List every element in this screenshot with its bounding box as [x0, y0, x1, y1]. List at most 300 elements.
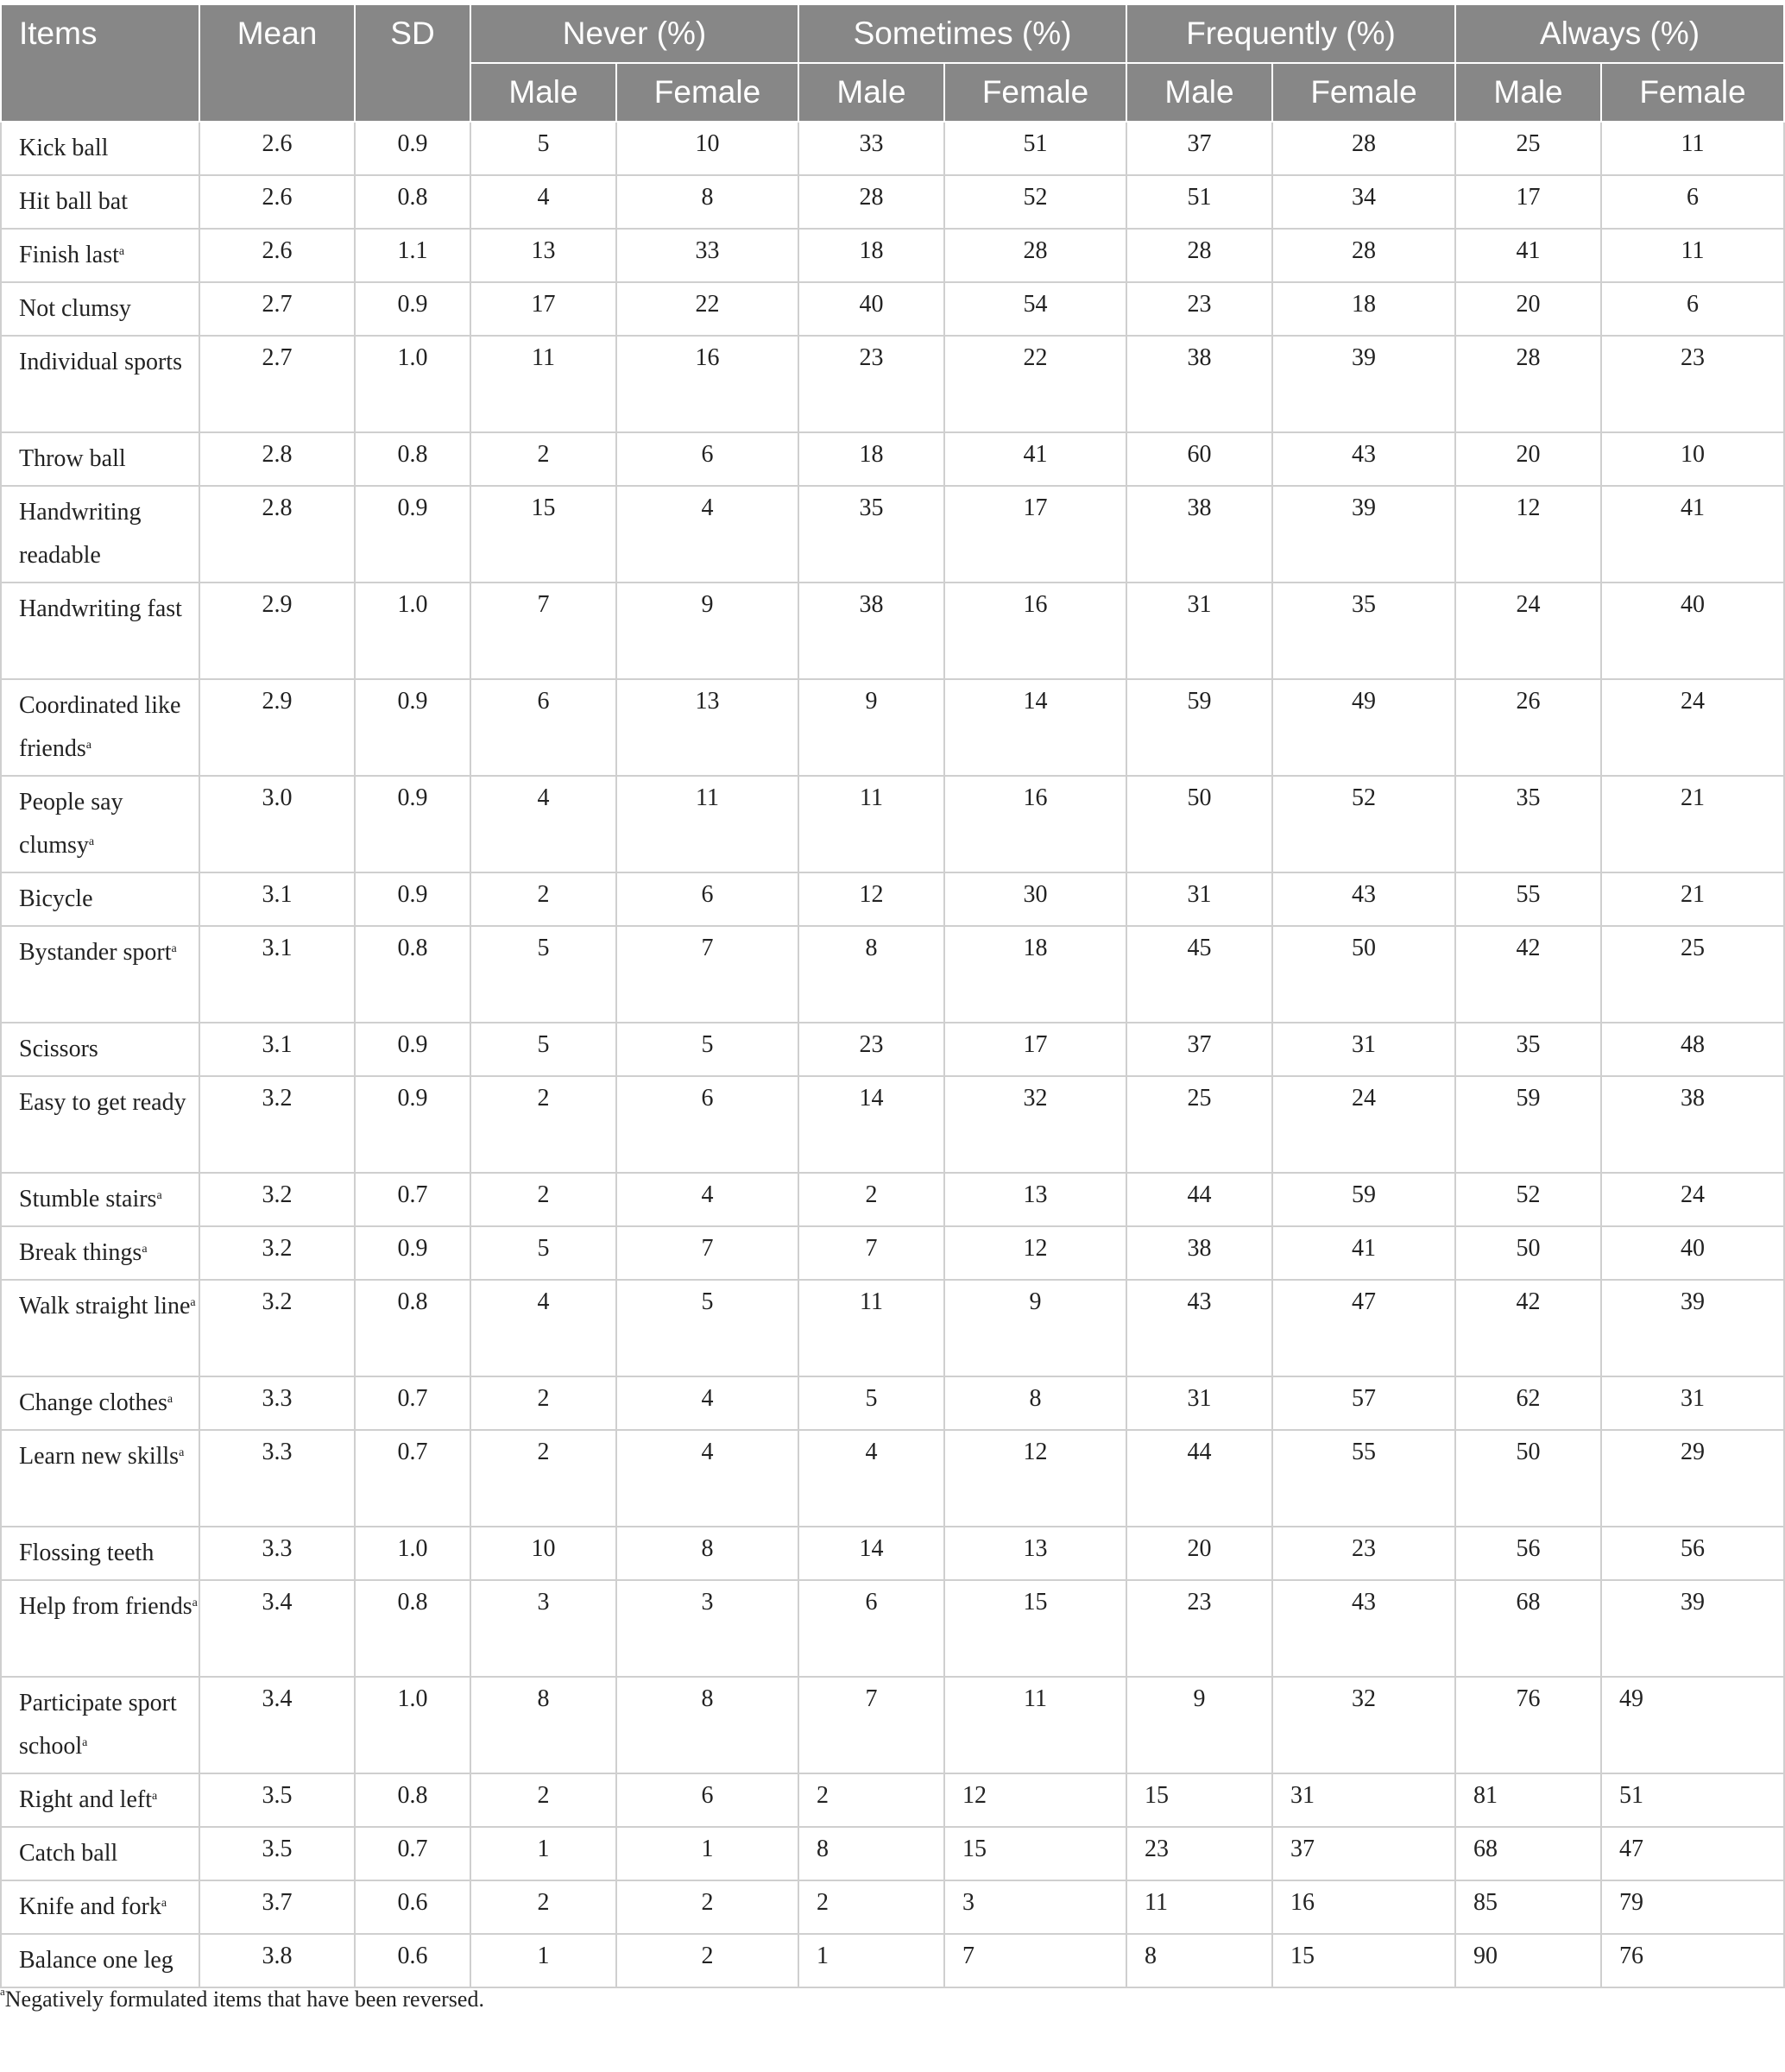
cell-frequently-male: 59: [1126, 679, 1272, 776]
cell-never-female: 5: [616, 1280, 798, 1376]
cell-mean: 3.2: [199, 1280, 355, 1376]
footnote-marker: a: [88, 835, 95, 848]
cell-sometimes-female: 30: [944, 872, 1126, 926]
cell-mean: 3.8: [199, 1934, 355, 1987]
item-label: Easy to get ready: [19, 1089, 186, 1116]
cell-item: [1, 679, 199, 776]
cell-always-female: 25: [1601, 926, 1784, 1023]
cell-item: [1, 1173, 199, 1226]
cell-never-male: 7: [470, 583, 616, 679]
footnote-marker: a: [142, 1243, 148, 1256]
cell-sometimes-female: 12: [944, 1773, 1126, 1827]
cell-frequently-male: 50: [1126, 776, 1272, 872]
cell-sd: 0.7: [355, 1430, 470, 1527]
cell-always-female: 6: [1601, 175, 1784, 229]
cell-frequently-female: 23: [1272, 1527, 1455, 1580]
cell-sd: 0.9: [355, 679, 470, 776]
cell-sometimes-male: 2: [798, 1173, 944, 1226]
cell-mean: 3.1: [199, 926, 355, 1023]
cell-sometimes-male: 1: [798, 1934, 944, 1987]
cell-sometimes-female: 16: [944, 583, 1126, 679]
cell-frequently-female: 15: [1272, 1934, 1455, 1987]
cell-never-male: 17: [470, 282, 616, 336]
cell-sometimes-female: 3: [944, 1880, 1126, 1934]
table-row: [1, 1677, 1784, 1773]
cell-never-female: 5: [616, 1023, 798, 1076]
footnote-marker: a: [156, 1189, 162, 1202]
cell-always-female: 6: [1601, 282, 1784, 336]
cell-item: [1, 1880, 199, 1934]
cell-frequently-male: 31: [1126, 872, 1272, 926]
cell-frequently-male: 25: [1126, 1076, 1272, 1173]
table-row: [1, 1076, 1784, 1173]
table-row: [1, 1376, 1784, 1430]
cell-never-male: 11: [470, 336, 616, 432]
cell-frequently-female: 39: [1272, 336, 1455, 432]
cell-sd: 1.0: [355, 1677, 470, 1773]
cell-always-male: 28: [1455, 336, 1601, 432]
cell-sometimes-female: 13: [944, 1173, 1126, 1226]
cell-always-male: 35: [1455, 776, 1601, 872]
cell-mean: 3.4: [199, 1580, 355, 1677]
cell-never-male: 2: [470, 1430, 616, 1527]
cell-item: [1, 1934, 199, 1987]
cell-never-female: 4: [616, 1173, 798, 1226]
cell-frequently-male: 44: [1126, 1173, 1272, 1226]
header-frequently-female: Female: [1272, 63, 1455, 122]
item-label: Right and left$^a$: [19, 1786, 158, 1813]
cell-always-female: 56: [1601, 1527, 1784, 1580]
cell-frequently-male: 31: [1126, 1376, 1272, 1430]
cell-always-male: 68: [1455, 1827, 1601, 1880]
cell-frequently-male: 51: [1126, 175, 1272, 229]
cell-always-male: 85: [1455, 1880, 1601, 1934]
cell-always-male: 90: [1455, 1934, 1601, 1987]
cell-sometimes-female: 17: [944, 486, 1126, 583]
cell-never-female: 13: [616, 679, 798, 776]
cell-sometimes-male: 18: [798, 229, 944, 282]
item-label: Handwriting fast: [19, 595, 182, 622]
statistics-table: [0, 3, 1785, 1988]
footnote-marker: a: [161, 1897, 167, 1910]
cell-item: [1, 1076, 199, 1173]
cell-never-female: 3: [616, 1580, 798, 1677]
cell-frequently-male: 15: [1126, 1773, 1272, 1827]
cell-frequently-female: 59: [1272, 1173, 1455, 1226]
cell-sometimes-female: 52: [944, 175, 1126, 229]
footnote-marker: a: [151, 1790, 158, 1803]
cell-sd: 0.9: [355, 1023, 470, 1076]
header-always: Always (%): [1455, 4, 1784, 63]
cell-never-male: 1: [470, 1827, 616, 1880]
cell-item: [1, 1677, 199, 1773]
cell-sd: 0.8: [355, 175, 470, 229]
cell-always-male: 59: [1455, 1076, 1601, 1173]
cell-never-female: 11: [616, 776, 798, 872]
cell-never-male: 4: [470, 776, 616, 872]
cell-never-female: 9: [616, 583, 798, 679]
cell-frequently-male: 11: [1126, 1880, 1272, 1934]
cell-item: [1, 486, 199, 583]
cell-mean: 2.9: [199, 583, 355, 679]
cell-frequently-male: 8: [1126, 1934, 1272, 1987]
cell-sd: 1.1: [355, 229, 470, 282]
cell-always-male: 41: [1455, 229, 1601, 282]
header-sometimes-female: Female: [944, 63, 1126, 122]
table-row: [1, 583, 1784, 679]
cell-sometimes-female: 16: [944, 776, 1126, 872]
cell-never-female: 8: [616, 1527, 798, 1580]
cell-sd: 0.8: [355, 1280, 470, 1376]
table-row: [1, 229, 1784, 282]
cell-item: [1, 122, 199, 175]
cell-never-male: 5: [470, 1226, 616, 1280]
cell-always-female: 23: [1601, 336, 1784, 432]
cell-sd: 0.9: [355, 282, 470, 336]
cell-sometimes-female: 15: [944, 1580, 1126, 1677]
cell-never-male: 5: [470, 122, 616, 175]
cell-frequently-female: 16: [1272, 1880, 1455, 1934]
cell-mean: 3.5: [199, 1827, 355, 1880]
cell-item: [1, 872, 199, 926]
cell-sometimes-male: 8: [798, 926, 944, 1023]
cell-sometimes-male: 8: [798, 1827, 944, 1880]
cell-frequently-female: 47: [1272, 1280, 1455, 1376]
cell-sometimes-male: 2: [798, 1880, 944, 1934]
cell-sometimes-female: 12: [944, 1226, 1126, 1280]
cell-sd: 0.6: [355, 1880, 470, 1934]
cell-frequently-female: 52: [1272, 776, 1455, 872]
cell-frequently-female: 50: [1272, 926, 1455, 1023]
cell-never-female: 2: [616, 1880, 798, 1934]
item-label: Finish last$^a$: [19, 242, 125, 268]
cell-mean: 3.5: [199, 1773, 355, 1827]
cell-sd: 0.7: [355, 1376, 470, 1430]
table-row: [1, 1226, 1784, 1280]
item-label: Flossing teeth: [19, 1540, 155, 1566]
cell-item: [1, 1226, 199, 1280]
cell-never-female: 4: [616, 1376, 798, 1430]
cell-mean: 3.1: [199, 872, 355, 926]
table-footnote: [0, 1987, 484, 2012]
cell-never-male: 2: [470, 1076, 616, 1173]
cell-never-male: 15: [470, 486, 616, 583]
cell-always-male: 20: [1455, 282, 1601, 336]
cell-sometimes-male: 2: [798, 1773, 944, 1827]
cell-frequently-female: 31: [1272, 1023, 1455, 1076]
cell-never-female: 4: [616, 1430, 798, 1527]
cell-never-female: 22: [616, 282, 798, 336]
cell-sometimes-male: 18: [798, 432, 944, 486]
cell-always-female: 11: [1601, 229, 1784, 282]
cell-frequently-male: 60: [1126, 432, 1272, 486]
table-row: [1, 282, 1784, 336]
cell-sometimes-male: 28: [798, 175, 944, 229]
cell-frequently-male: 44: [1126, 1430, 1272, 1527]
item-label: Not clumsy: [19, 295, 131, 322]
cell-sometimes-female: 15: [944, 1827, 1126, 1880]
item-label: Coordinated like friends$^a$: [19, 692, 181, 762]
cell-sd: 0.8: [355, 432, 470, 486]
cell-never-female: 8: [616, 1677, 798, 1773]
cell-item: [1, 1376, 199, 1430]
cell-sometimes-female: 28: [944, 229, 1126, 282]
cell-never-female: 6: [616, 432, 798, 486]
cell-never-male: 4: [470, 175, 616, 229]
table-row: [1, 432, 1784, 486]
cell-frequently-female: 34: [1272, 175, 1455, 229]
footnote-text: Negatively formulated items that have been reversed.: [4, 1987, 484, 2012]
item-label: Bicycle: [19, 885, 93, 912]
cell-sd: 0.9: [355, 872, 470, 926]
header-never-female: Female: [616, 63, 798, 122]
cell-sometimes-female: 54: [944, 282, 1126, 336]
table-row: [1, 122, 1784, 175]
cell-always-male: 81: [1455, 1773, 1601, 1827]
cell-always-female: 51: [1601, 1773, 1784, 1827]
item-label: Balance one leg: [19, 1947, 173, 1974]
cell-never-male: 2: [470, 432, 616, 486]
cell-sometimes-male: 33: [798, 122, 944, 175]
cell-sometimes-male: 14: [798, 1076, 944, 1173]
cell-mean: 2.8: [199, 486, 355, 583]
header-sometimes-male: Male: [798, 63, 944, 122]
cell-sd: 0.9: [355, 1226, 470, 1280]
cell-sd: 1.0: [355, 1527, 470, 1580]
cell-mean: 3.4: [199, 1677, 355, 1773]
footnote-marker: a: [85, 739, 91, 752]
cell-sometimes-male: 35: [798, 486, 944, 583]
cell-sd: 0.7: [355, 1173, 470, 1226]
footnote-marker: a: [167, 1393, 173, 1406]
header-row-groups: [1, 4, 1784, 63]
cell-sometimes-female: 14: [944, 679, 1126, 776]
cell-sometimes-male: 14: [798, 1527, 944, 1580]
cell-frequently-male: 45: [1126, 926, 1272, 1023]
cell-frequently-male: 23: [1126, 1580, 1272, 1677]
cell-item: [1, 432, 199, 486]
cell-frequently-male: 37: [1126, 1023, 1272, 1076]
cell-frequently-female: 24: [1272, 1076, 1455, 1173]
cell-sometimes-female: 12: [944, 1430, 1126, 1527]
cell-item: [1, 1827, 199, 1880]
cell-sometimes-male: 7: [798, 1226, 944, 1280]
item-label: Catch ball: [19, 1840, 118, 1867]
cell-never-female: 1: [616, 1827, 798, 1880]
cell-item: [1, 1280, 199, 1376]
cell-mean: 3.2: [199, 1173, 355, 1226]
item-label: People say clumsy$^a$: [19, 789, 123, 859]
cell-sometimes-female: 11: [944, 1677, 1126, 1773]
cell-always-male: 24: [1455, 583, 1601, 679]
cell-always-female: 47: [1601, 1827, 1784, 1880]
table-row: [1, 926, 1784, 1023]
cell-sometimes-female: 9: [944, 1280, 1126, 1376]
cell-sometimes-male: 38: [798, 583, 944, 679]
table-row: [1, 1173, 1784, 1226]
cell-never-male: 5: [470, 926, 616, 1023]
cell-never-female: 10: [616, 122, 798, 175]
cell-sometimes-male: 11: [798, 776, 944, 872]
cell-sd: 0.9: [355, 122, 470, 175]
cell-item: [1, 1430, 199, 1527]
cell-frequently-male: 28: [1126, 229, 1272, 282]
cell-frequently-female: 43: [1272, 1580, 1455, 1677]
table-row: [1, 1880, 1784, 1934]
cell-mean: 2.8: [199, 432, 355, 486]
cell-mean: 3.2: [199, 1226, 355, 1280]
cell-always-female: 11: [1601, 122, 1784, 175]
cell-sometimes-female: 51: [944, 122, 1126, 175]
cell-mean: 2.6: [199, 175, 355, 229]
cell-always-female: 38: [1601, 1076, 1784, 1173]
table-row: [1, 1023, 1784, 1076]
cell-frequently-female: 55: [1272, 1430, 1455, 1527]
cell-sd: 0.8: [355, 1580, 470, 1677]
table-row: [1, 1280, 1784, 1376]
cell-sometimes-male: 23: [798, 336, 944, 432]
cell-frequently-female: 31: [1272, 1773, 1455, 1827]
cell-sometimes-male: 12: [798, 872, 944, 926]
item-label: Help from friends$^a$: [19, 1593, 198, 1620]
item-label: Knife and fork$^a$: [19, 1893, 167, 1920]
cell-always-female: 21: [1601, 776, 1784, 872]
cell-sometimes-male: 6: [798, 1580, 944, 1677]
cell-never-male: 2: [470, 1173, 616, 1226]
header-always-male: Male: [1455, 63, 1601, 122]
cell-sd: 0.8: [355, 926, 470, 1023]
cell-item: [1, 1580, 199, 1677]
footnote-mark: a: [0, 1985, 5, 1998]
cell-always-female: 79: [1601, 1880, 1784, 1934]
cell-frequently-male: 37: [1126, 122, 1272, 175]
header-sd: SD: [355, 4, 470, 122]
cell-frequently-female: 43: [1272, 872, 1455, 926]
cell-sometimes-male: 9: [798, 679, 944, 776]
cell-mean: 3.1: [199, 1023, 355, 1076]
item-label: Bystander sport$^a$: [19, 939, 177, 966]
item-label: Hit ball bat: [19, 188, 128, 215]
header-items: Items: [1, 4, 199, 122]
cell-mean: 2.7: [199, 336, 355, 432]
header-frequently-male: Male: [1126, 63, 1272, 122]
cell-always-male: 17: [1455, 175, 1601, 229]
cell-mean: 3.3: [199, 1376, 355, 1430]
cell-frequently-male: 23: [1126, 282, 1272, 336]
cell-mean: 2.7: [199, 282, 355, 336]
header-frequently: Frequently (%): [1126, 4, 1455, 63]
cell-frequently-female: 28: [1272, 122, 1455, 175]
table-body: [1, 122, 1784, 1987]
cell-always-female: 48: [1601, 1023, 1784, 1076]
item-label: Change clothes$^a$: [19, 1389, 173, 1416]
cell-never-female: 8: [616, 175, 798, 229]
cell-always-female: 41: [1601, 486, 1784, 583]
cell-always-male: 35: [1455, 1023, 1601, 1076]
cell-never-male: 5: [470, 1023, 616, 1076]
cell-always-female: 76: [1601, 1934, 1784, 1987]
table-row: [1, 336, 1784, 432]
cell-always-female: 39: [1601, 1280, 1784, 1376]
cell-item: [1, 1527, 199, 1580]
cell-sometimes-female: 18: [944, 926, 1126, 1023]
footnote-marker: a: [171, 942, 177, 955]
cell-always-male: 50: [1455, 1430, 1601, 1527]
item-label: Scissors: [19, 1036, 98, 1062]
footnote-marker: a: [118, 245, 125, 258]
cell-always-female: 40: [1601, 1226, 1784, 1280]
cell-frequently-male: 23: [1126, 1827, 1272, 1880]
cell-never-female: 7: [616, 1226, 798, 1280]
cell-always-female: 49: [1601, 1677, 1784, 1773]
cell-always-female: 10: [1601, 432, 1784, 486]
cell-never-male: 2: [470, 1773, 616, 1827]
cell-frequently-female: 37: [1272, 1827, 1455, 1880]
cell-sd: 0.6: [355, 1934, 470, 1987]
cell-always-male: 55: [1455, 872, 1601, 926]
cell-never-female: 6: [616, 872, 798, 926]
cell-always-male: 62: [1455, 1376, 1601, 1430]
cell-sometimes-male: 4: [798, 1430, 944, 1527]
cell-always-male: 20: [1455, 432, 1601, 486]
cell-never-female: 16: [616, 336, 798, 432]
item-label: Break things$^a$: [19, 1239, 148, 1266]
cell-sometimes-female: 8: [944, 1376, 1126, 1430]
cell-item: [1, 282, 199, 336]
cell-frequently-male: 38: [1126, 1226, 1272, 1280]
cell-always-female: 24: [1601, 679, 1784, 776]
cell-frequently-male: 43: [1126, 1280, 1272, 1376]
cell-never-female: 4: [616, 486, 798, 583]
cell-never-male: 2: [470, 1376, 616, 1430]
cell-frequently-female: 41: [1272, 1226, 1455, 1280]
table-row: [1, 776, 1784, 872]
header-never: Never (%): [470, 4, 798, 63]
cell-always-male: 26: [1455, 679, 1601, 776]
cell-always-female: 31: [1601, 1376, 1784, 1430]
header-never-male: Male: [470, 63, 616, 122]
header-mean: Mean: [199, 4, 355, 122]
table-row: [1, 872, 1784, 926]
cell-always-male: 76: [1455, 1677, 1601, 1773]
cell-always-male: 50: [1455, 1226, 1601, 1280]
cell-item: [1, 336, 199, 432]
cell-sd: 0.7: [355, 1827, 470, 1880]
cell-always-female: 39: [1601, 1580, 1784, 1677]
cell-always-female: 24: [1601, 1173, 1784, 1226]
cell-frequently-female: 49: [1272, 679, 1455, 776]
footnote-marker: a: [192, 1597, 198, 1609]
cell-frequently-female: 35: [1272, 583, 1455, 679]
cell-frequently-male: 38: [1126, 486, 1272, 583]
cell-item: [1, 926, 199, 1023]
header-always-female: Female: [1601, 63, 1784, 122]
cell-mean: 2.6: [199, 122, 355, 175]
cell-never-male: 3: [470, 1580, 616, 1677]
cell-item: [1, 229, 199, 282]
cell-sometimes-female: 17: [944, 1023, 1126, 1076]
cell-never-female: 2: [616, 1934, 798, 1987]
cell-frequently-male: 20: [1126, 1527, 1272, 1580]
cell-mean: 3.3: [199, 1527, 355, 1580]
cell-never-female: 7: [616, 926, 798, 1023]
cell-frequently-female: 28: [1272, 229, 1455, 282]
cell-mean: 3.7: [199, 1880, 355, 1934]
cell-mean: 3.0: [199, 776, 355, 872]
item-label: Individual sports: [19, 349, 182, 375]
cell-sometimes-male: 5: [798, 1376, 944, 1430]
cell-always-female: 21: [1601, 872, 1784, 926]
